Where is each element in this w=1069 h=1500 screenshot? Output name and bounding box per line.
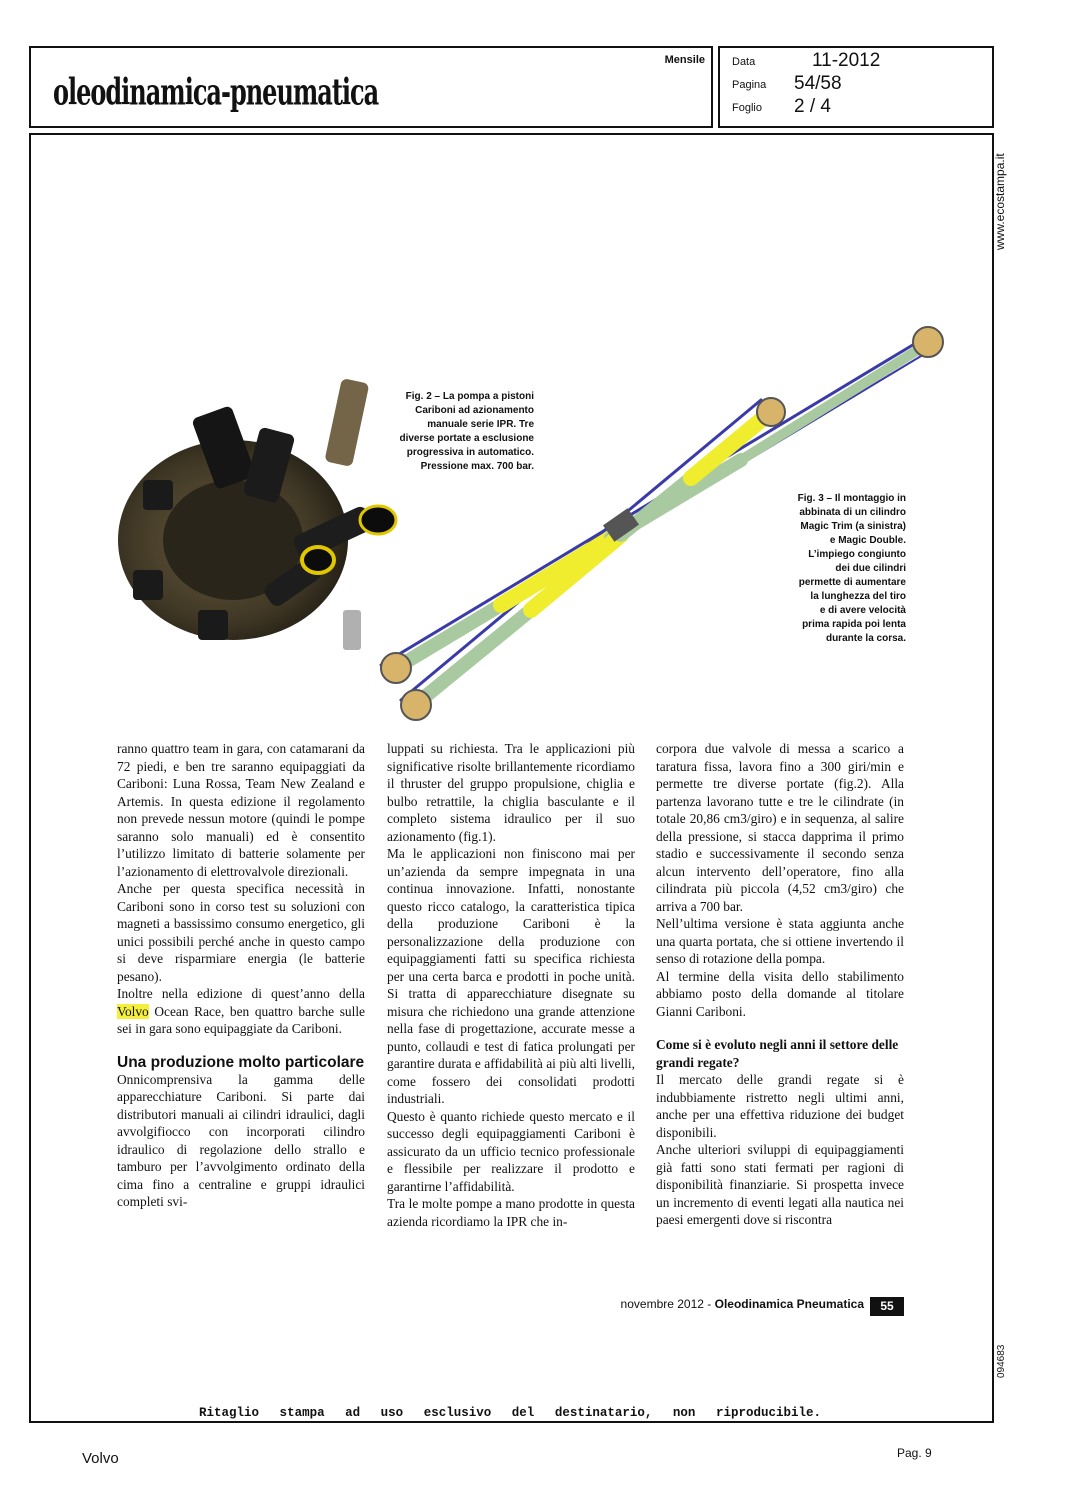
fig3-caption-line: L’impiego congiunto (808, 549, 906, 560)
fig3-caption-line: e di avere velocità (819, 605, 906, 616)
pagina-label: Pagina (732, 79, 767, 91)
paragraph: ranno quattro team in gara, con catamarani da 72 piedi, e ben tre saranno equipaggiati da Cariboni: Luna Rossa, Team New Zealand e Artemis. In questa edizione il regolamento non prevede nessun motore (quindi le pompe saranno solo manuali) ed è consentito l’utilizzo limitato di batterie solamente per l’azionamento di elettrovalvole direzionali. (117, 741, 365, 879)
foglio-label: Foglio (732, 102, 762, 114)
header-meta-box (718, 46, 994, 128)
page-footer (0, 1297, 864, 1311)
fig3-caption-line: abbinata di un cilindro (799, 507, 906, 518)
paragraph: Nell’ultima versione è stata aggiunta anche una quarta portata, che si ottiene invertendo il senso di rotazione della pompa. (656, 916, 904, 966)
paragraph: corpora due valvole di messa a scarico a taratura fissa, lavora fino a 300 giri/min e permette tre diverse portate (fig.2). Alla partenza lavorano tutte e tre le cilindrate (in totale 20,86 cm3/giro) e in sequenza, al salire della pressione, si stacca dapprima il primo stadio e successivamente il secondo senza alcun intervento dell’operatore, fino alla cilindrata più piccola (4,52 cm3/giro) che arriva a 700 bar. (656, 741, 904, 914)
fig2-caption-line: Fig. 2 – La pompa a pistoni (405, 391, 534, 402)
paragraph: Il mercato delle grandi regate si è indubbiamente ristretto negli ultimi anni, anche per una effettiva riduzione dei budget disponibili. (656, 1072, 904, 1140)
foglio-value: 2 / 4 (794, 96, 831, 117)
paragraph: Inoltre nella edizione di quest’anno della Volvo Ocean Race, ben quattro barche sulle sei in gara sono equipaggiate da Cariboni. (117, 986, 365, 1036)
fig3-caption-line: dei due cilindri (835, 563, 906, 574)
source-url: www.ecostampa.it (993, 153, 1007, 250)
date-label: Data (732, 56, 756, 68)
fig2-caption-line: diverse portate a esclusione (399, 433, 534, 444)
paragraph: Anche per questa specifica necessità in Cariboni sono in corso test su soluzioni con magneti a bassissimo consumo energetico, gli unici possibili perché anche in questo campo si deve risparmiare energia (le batterie pesano). (117, 881, 365, 984)
paragraph: luppati su richiesta. Tra le applicazioni più significative risolte brillantemente ricordiamo il thruster del gruppo propulsione, chiglia e bulbo retrattile, la chiglia basculante e il completo sistema idraulico per il suo azionamento (fig.1). (387, 741, 635, 844)
keyword-label: Volvo (82, 1450, 119, 1467)
fig3-caption-line: prima rapida poi lenta (802, 619, 906, 630)
fig3-caption-line: durante la corsa. (825, 633, 906, 644)
paragraph: Ma le applicazioni non finiscono mai per un’azienda da sempre impegnata in una continua innovazione. Infatti, nonostante questo ricco catalogo, la caratteristica tipica della produzione Cariboni è la personalizzazione della produzione con equipaggiamenti fatti su specifica richiesta per una certa barca e prodotti in poche unità. Si tratta di apparecchiature disegnate su misura che richiedono una grande attenzione nella fase di progettazione, accurate messe a punto, collaudi e test di fatica prolungati per garantire durata e affidabilità ai più alti livelli, come fossero dei consolidati prodotti industriali. (387, 846, 635, 1106)
fig3-caption-line: la lunghezza del tiro (810, 591, 906, 602)
footer-date: novembre 2012 - (620, 1297, 715, 1311)
copyright-notice: Ritaglio stampa ad uso esclusivo del destinatario, non riproducibile. (199, 1406, 821, 1420)
paragraph: Anche ulteriori sviluppi di equipaggiamenti già fatti sono stati fermati per ragioni di disponibilità finanziarie. Si prospetta invece un incremento di eventi legati alla nautica nei paesi emergenti dove si riscontra (656, 1142, 904, 1227)
paragraph: Onnicomprensiva la gamma delle apparecchiature Cariboni. Si parte dai distributori manuali ai cilindri idraulici, dagli avvolgifiocco con incorporati cilindro idraulico di regolazione dello strallo e tamburo per l’avvolgimento ordinato della cima fino a centraline e gruppi idraulici completi svi- (117, 1071, 365, 1209)
pump-photo (103, 370, 403, 660)
date-value: 11-2012 (812, 50, 881, 71)
section-heading: Una produzione molto particolare (117, 1053, 365, 1071)
paragraph: Questo è quanto richiede questo mercato e il successo degli equipaggiamenti Cariboni è assicurato da un ufficio tecnico professionale e flessibile per realizzare il prodotto e garantirne l’affidabilità. (387, 1108, 635, 1194)
page-number-badge: 55 (870, 1297, 904, 1316)
frequency-label: Mensile (664, 54, 705, 66)
article-column-3 (656, 740, 904, 1229)
fig3-caption-line: Fig. 3 – Il montaggio in (797, 493, 906, 504)
interview-question: Come si è evoluto negli anni il settore delle grandi regate? (656, 1037, 899, 1070)
fig2-caption (371, 390, 534, 474)
fig3-caption-line: e Magic Double. (829, 535, 906, 546)
footer-magazine: Oleodinamica Pneumatica (714, 1297, 864, 1311)
clipping-code: 094683 (996, 1344, 1007, 1378)
header-masthead-box (29, 46, 713, 128)
document-page-number: Pag. 9 (897, 1446, 932, 1460)
fig3-caption (758, 492, 906, 646)
fig3-caption-line: permette di aumentare (798, 577, 906, 588)
article-column-2 (387, 740, 635, 1230)
article-column-1 (117, 740, 365, 1211)
fig3-caption-line: Magic Trim (a sinistra) (800, 521, 906, 532)
paragraph: Al termine della visita dello stabilimento abbiamo posto della domande al titolare Gianni Cariboni. (656, 968, 904, 1019)
magazine-logo: oleodinamica-pneumatica (53, 70, 379, 114)
pagina-value: 54/58 (794, 73, 842, 94)
fig2-caption-line: progressiva in automatico. (406, 447, 534, 458)
highlighted-keyword: Volvo (117, 1003, 149, 1019)
fig2-caption-line: manuale serie IPR. Tre (427, 419, 534, 430)
fig2-caption-line: Pressione max. 700 bar. (420, 461, 534, 472)
paragraph: Tra le molte pompe a mano prodotte in questa azienda ricordiamo la IPR che in- (387, 1196, 635, 1229)
fig2-caption-line: Cariboni ad azionamento (415, 405, 534, 416)
